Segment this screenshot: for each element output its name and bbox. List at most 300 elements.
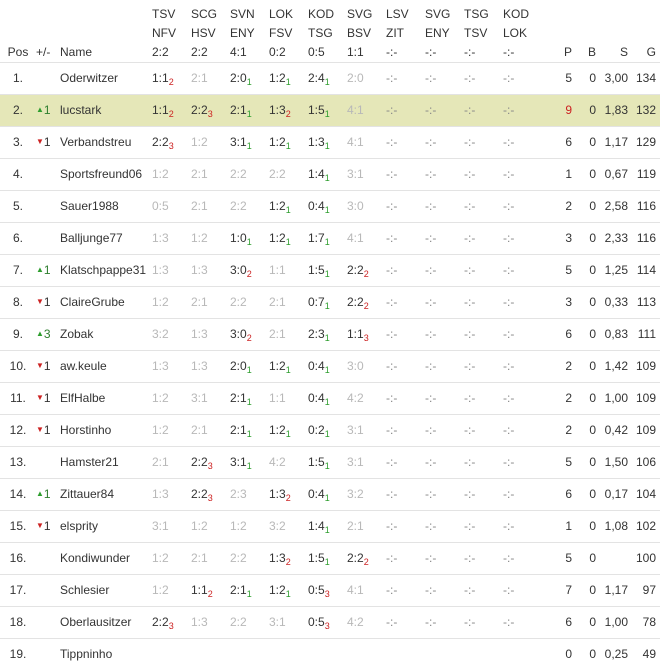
tip-points: 1 <box>324 237 330 247</box>
match-header-7[interactable]: LSV ZIT -:- <box>386 6 409 59</box>
tip-cell <box>152 94 191 126</box>
match-header-3[interactable]: SVN ENY 4:1 <box>230 6 255 59</box>
tip-cell <box>464 254 503 286</box>
tip-score: 1:1 <box>347 327 364 341</box>
tip-score: 3:1 <box>347 423 364 437</box>
tip-score: -:- <box>503 327 515 341</box>
row-change <box>36 318 60 350</box>
match-header-5[interactable]: KOD TSG 0:5 <box>308 6 335 59</box>
points-p: 2 <box>552 190 576 222</box>
player-name[interactable]: Zittauer84 <box>60 478 152 510</box>
tip-cell <box>503 62 552 94</box>
tip-cell <box>308 158 347 190</box>
tip-score: 2:2 <box>152 615 169 629</box>
tip-cell <box>152 638 191 670</box>
tip-score: -:- <box>425 71 437 85</box>
tip-cell <box>308 638 347 670</box>
table-row[interactable] <box>0 446 660 478</box>
tip-cell <box>464 414 503 446</box>
tip-cell <box>152 350 191 382</box>
tip-score: -:- <box>503 263 515 277</box>
tip-score: 1:5 <box>308 103 325 117</box>
points-s: 1,00 <box>600 382 632 414</box>
tip-cell <box>152 126 191 158</box>
points-p: 1 <box>552 510 576 542</box>
row-position: 7. <box>0 254 36 286</box>
tip-score: 1:3 <box>152 263 169 277</box>
col-name-header[interactable]: Name <box>60 44 93 59</box>
tip-cell <box>347 574 386 606</box>
tip-score: 3:0 <box>230 327 247 341</box>
points-s <box>600 542 632 574</box>
tip-points: 2 <box>207 589 213 599</box>
points-b: 0 <box>576 542 600 574</box>
col-p-header[interactable]: P <box>563 44 572 59</box>
tip-score: 1:2 <box>152 423 169 437</box>
tip-cell <box>230 350 269 382</box>
points-g: 102 <box>632 510 660 542</box>
tip-cell <box>425 286 464 318</box>
tip-points: 1 <box>324 397 330 407</box>
tip-points: 3 <box>324 589 330 599</box>
tip-points: 3 <box>207 493 213 503</box>
tip-cell <box>503 542 552 574</box>
player-name[interactable]: lucstark <box>60 94 152 126</box>
tip-cell <box>425 510 464 542</box>
tip-score: 3:1 <box>347 167 364 181</box>
player-name[interactable]: aw.keule <box>60 350 152 382</box>
tip-cell <box>425 478 464 510</box>
table-row[interactable] <box>0 62 660 94</box>
player-name[interactable]: Schlesier <box>60 574 152 606</box>
tip-score: 3:0 <box>230 263 247 277</box>
tip-points: 1 <box>246 461 252 471</box>
tip-cell <box>347 382 386 414</box>
tip-cell <box>386 478 425 510</box>
tip-score: -:- <box>425 359 437 373</box>
tip-cell <box>269 510 308 542</box>
tip-score: 0:4 <box>308 199 325 213</box>
row-position: 4. <box>0 158 36 190</box>
tip-cell <box>386 158 425 190</box>
tip-cell <box>269 382 308 414</box>
tip-score: -:- <box>464 615 476 629</box>
player-name[interactable]: Zobak <box>60 318 152 350</box>
tip-cell <box>464 478 503 510</box>
tip-cell <box>464 350 503 382</box>
tip-cell <box>347 158 386 190</box>
arrow-down-icon: ▼ <box>36 137 44 146</box>
tip-score: -:- <box>464 231 476 245</box>
tip-cell <box>152 254 191 286</box>
tip-score: 1:3 <box>191 359 208 373</box>
points-p: 5 <box>552 62 576 94</box>
tip-points: 1 <box>285 205 291 215</box>
tip-score: -:- <box>425 551 437 565</box>
tip-cell <box>464 542 503 574</box>
tip-cell <box>152 478 191 510</box>
tip-cell <box>347 446 386 478</box>
tip-score: -:- <box>386 423 398 437</box>
row-change <box>36 190 60 222</box>
table-row[interactable] <box>0 478 660 510</box>
table-row[interactable] <box>0 414 660 446</box>
points-s: 1,08 <box>600 510 632 542</box>
change-value: 1 <box>43 423 51 437</box>
tip-score: 2:2 <box>269 167 286 181</box>
tip-cell <box>425 62 464 94</box>
tip-cell <box>503 222 552 254</box>
table-row[interactable] <box>0 254 660 286</box>
tip-points: 3 <box>168 141 174 151</box>
tip-cell <box>503 478 552 510</box>
tip-score: -:- <box>425 583 437 597</box>
tip-score: 2:3 <box>230 487 247 501</box>
row-position: 2. <box>0 94 36 126</box>
arrow-down-icon: ▼ <box>36 361 44 370</box>
tip-points: 2 <box>285 109 291 119</box>
tip-score: 2:2 <box>230 295 247 309</box>
change-value: 1 <box>43 519 51 533</box>
tip-cell <box>503 318 552 350</box>
tip-score: 4:2 <box>347 615 364 629</box>
row-position: 11. <box>0 382 36 414</box>
table-row[interactable] <box>0 574 660 606</box>
tip-score: 2:2 <box>191 455 208 469</box>
tip-score: -:- <box>503 615 515 629</box>
change-value: 1 <box>43 103 51 117</box>
tip-cell <box>386 286 425 318</box>
col-pos-header[interactable]: Pos <box>7 44 29 59</box>
tip-score: -:- <box>503 71 515 85</box>
tip-cell <box>386 382 425 414</box>
tip-score: -:- <box>503 135 515 149</box>
tip-score: -:- <box>464 295 476 309</box>
tip-cell <box>347 222 386 254</box>
points-b: 0 <box>576 94 600 126</box>
row-change <box>36 414 60 446</box>
tip-score: -:- <box>503 391 515 405</box>
tip-score: -:- <box>425 231 437 245</box>
table-row[interactable] <box>0 510 660 542</box>
tip-score: -:- <box>503 487 515 501</box>
tip-points: 1 <box>246 429 252 439</box>
table-row[interactable] <box>0 318 660 350</box>
tip-cell <box>464 510 503 542</box>
player-name[interactable]: Klatschpappe31 <box>60 254 152 286</box>
points-b: 0 <box>576 446 600 478</box>
tip-cell <box>464 94 503 126</box>
tip-score: 1:1 <box>152 71 169 85</box>
match-header-4[interactable]: LOK FSV 0:2 <box>269 6 294 59</box>
points-g: 129 <box>632 126 660 158</box>
tip-score: -:- <box>464 103 476 117</box>
tip-points: 2 <box>168 109 174 119</box>
tip-cell <box>152 510 191 542</box>
tip-score: 2:1 <box>191 199 208 213</box>
tip-score: -:- <box>503 295 515 309</box>
tip-cell <box>386 254 425 286</box>
tip-cell <box>386 606 425 638</box>
col-g-header[interactable]: G <box>646 44 656 59</box>
tip-score: 2:1 <box>191 423 208 437</box>
tip-score: -:- <box>464 551 476 565</box>
tip-cell <box>269 414 308 446</box>
tip-cell <box>308 318 347 350</box>
row-change <box>36 286 60 318</box>
tip-score: 4:2 <box>269 455 286 469</box>
row-position: 9. <box>0 318 36 350</box>
tip-cell <box>269 254 308 286</box>
tip-score: -:- <box>464 199 476 213</box>
row-change <box>36 350 60 382</box>
points-p: 7 <box>552 574 576 606</box>
player-name[interactable]: Tippninho <box>60 638 152 670</box>
player-name[interactable]: Sauer1988 <box>60 190 152 222</box>
row-change <box>36 510 60 542</box>
tip-score: 2:1 <box>230 583 247 597</box>
tip-cell <box>269 286 308 318</box>
match-header-2[interactable]: SCG HSV 2:2 <box>191 6 218 59</box>
points-b: 0 <box>576 510 600 542</box>
table-row[interactable] <box>0 286 660 318</box>
tip-cell <box>152 62 191 94</box>
tip-cell <box>152 318 191 350</box>
player-name[interactable]: Hamster21 <box>60 446 152 478</box>
tip-cell <box>503 350 552 382</box>
tip-points: 2 <box>363 301 369 311</box>
tip-cell <box>386 222 425 254</box>
tip-score: 0:4 <box>308 359 325 373</box>
tip-cell <box>386 190 425 222</box>
tip-points: 3 <box>168 621 174 631</box>
tip-cell <box>308 62 347 94</box>
tip-cell <box>230 190 269 222</box>
points-b: 0 <box>576 414 600 446</box>
col-change-header[interactable]: +/- <box>36 44 51 59</box>
tip-score: 0:7 <box>308 295 325 309</box>
points-b: 0 <box>576 126 600 158</box>
table-row[interactable] <box>0 94 660 126</box>
tip-points: 1 <box>324 333 330 343</box>
tip-cell <box>230 574 269 606</box>
tip-cell <box>308 94 347 126</box>
points-s: 1,17 <box>600 126 632 158</box>
tip-score: 0:2 <box>308 423 325 437</box>
tip-score: -:- <box>464 519 476 533</box>
points-s: 1,50 <box>600 446 632 478</box>
row-position: 3. <box>0 126 36 158</box>
tip-cell <box>308 414 347 446</box>
tip-cell <box>503 510 552 542</box>
tip-points: 1 <box>246 365 252 375</box>
tip-score: -:- <box>386 615 398 629</box>
table-row[interactable] <box>0 542 660 574</box>
tip-score: -:- <box>503 551 515 565</box>
tip-cell <box>464 158 503 190</box>
tip-score: -:- <box>386 135 398 149</box>
tip-score: 0:5 <box>152 199 169 213</box>
tip-cell <box>464 222 503 254</box>
tip-score: -:- <box>464 487 476 501</box>
tip-cell <box>464 446 503 478</box>
tip-cell <box>503 414 552 446</box>
tip-score: -:- <box>386 199 398 213</box>
points-b: 0 <box>576 606 600 638</box>
tip-score: 1:3 <box>152 231 169 245</box>
tip-score: -:- <box>386 231 398 245</box>
tip-score: -:- <box>386 295 398 309</box>
tip-points: 2 <box>246 269 252 279</box>
player-name[interactable]: Oberlausitzer <box>60 606 152 638</box>
tip-score: 1:2 <box>269 423 286 437</box>
tip-cell <box>386 94 425 126</box>
tip-score: -:- <box>386 103 398 117</box>
table-row[interactable] <box>0 126 660 158</box>
tip-score: 1:1 <box>269 391 286 405</box>
tip-points: 1 <box>324 141 330 151</box>
table-row[interactable] <box>0 638 660 670</box>
tip-score: 1:2 <box>269 135 286 149</box>
tip-cell <box>269 158 308 190</box>
tip-score: 1:3 <box>152 359 169 373</box>
tip-cell <box>308 286 347 318</box>
tip-cell <box>503 94 552 126</box>
points-b: 0 <box>576 62 600 94</box>
tip-score: 0:4 <box>308 391 325 405</box>
tip-score: -:- <box>425 391 437 405</box>
points-b: 0 <box>576 222 600 254</box>
tip-cell <box>503 606 552 638</box>
tip-cell <box>386 414 425 446</box>
tip-cell <box>464 382 503 414</box>
points-g: 109 <box>632 414 660 446</box>
tip-points: 1 <box>285 141 291 151</box>
player-name[interactable]: Kondiwunder <box>60 542 152 574</box>
table-row[interactable] <box>0 382 660 414</box>
change-value: 3 <box>43 327 51 341</box>
tip-score: 1:3 <box>191 263 208 277</box>
tip-score: -:- <box>503 199 515 213</box>
tip-score: 3:1 <box>152 519 169 533</box>
player-name[interactable]: Oderwitzer <box>60 62 152 94</box>
tip-cell <box>386 638 425 670</box>
tip-score: -:- <box>503 423 515 437</box>
table-row[interactable] <box>0 158 660 190</box>
tip-cell <box>191 190 230 222</box>
player-name[interactable]: Sportsfreund06 <box>60 158 152 190</box>
match-header-6[interactable]: SVG BSV 1:1 <box>347 6 373 59</box>
tip-score: 1:4 <box>308 167 325 181</box>
table-row[interactable] <box>0 606 660 638</box>
points-g: 114 <box>632 254 660 286</box>
tip-cell <box>308 542 347 574</box>
match-header-1[interactable]: TSV NFV 2:2 <box>152 6 176 59</box>
tip-score: 2:2 <box>347 263 364 277</box>
player-name[interactable]: elsprity <box>60 510 152 542</box>
tip-score: 3:1 <box>230 135 247 149</box>
tip-cell <box>230 158 269 190</box>
tip-score: 3:0 <box>347 359 364 373</box>
points-b: 0 <box>576 286 600 318</box>
points-s: 0,67 <box>600 158 632 190</box>
tip-score: 4:1 <box>347 135 364 149</box>
player-name[interactable]: Balljunge77 <box>60 222 152 254</box>
tip-points: 1 <box>324 365 330 375</box>
col-s-header[interactable]: S <box>619 44 628 59</box>
tip-cell <box>269 542 308 574</box>
tip-cell <box>191 478 230 510</box>
points-s: 3,00 <box>600 62 632 94</box>
tip-score: 2:1 <box>230 103 247 117</box>
tip-cell <box>191 414 230 446</box>
points-b: 0 <box>576 190 600 222</box>
change-value: 1 <box>43 135 51 149</box>
table-row[interactable] <box>0 190 660 222</box>
tip-cell <box>269 350 308 382</box>
tip-points: 1 <box>324 109 330 119</box>
match-header-10[interactable]: KOD LOK -:- <box>503 6 530 59</box>
tip-score: -:- <box>425 327 437 341</box>
points-b: 0 <box>576 254 600 286</box>
row-position: 13. <box>0 446 36 478</box>
table-row[interactable] <box>0 350 660 382</box>
tip-cell <box>152 574 191 606</box>
tip-cell <box>464 62 503 94</box>
tip-cell <box>230 62 269 94</box>
tip-score: -:- <box>425 135 437 149</box>
tip-score: 1:3 <box>269 551 286 565</box>
points-s: 0,25 <box>600 638 632 670</box>
match-header-9[interactable]: TSG TSV -:- <box>464 6 489 59</box>
tip-cell <box>191 94 230 126</box>
player-name[interactable]: Horstinho <box>60 414 152 446</box>
points-b: 0 <box>576 638 600 670</box>
player-name[interactable]: Verbandstreu <box>60 126 152 158</box>
tip-cell <box>230 638 269 670</box>
tip-score: 1:5 <box>308 455 325 469</box>
tip-cell <box>425 606 464 638</box>
tip-cell <box>308 222 347 254</box>
tip-score: 2:2 <box>191 103 208 117</box>
points-p: 5 <box>552 446 576 478</box>
tip-cell <box>464 190 503 222</box>
tip-cell <box>425 126 464 158</box>
tip-score: -:- <box>503 103 515 117</box>
match-header-8[interactable]: SVG ENY -:- <box>425 6 451 59</box>
tip-score: -:- <box>425 423 437 437</box>
points-s: 0,33 <box>600 286 632 318</box>
tip-points: 1 <box>285 589 291 599</box>
tip-cell <box>191 446 230 478</box>
row-position: 12. <box>0 414 36 446</box>
player-name[interactable]: ClaireGrube <box>60 286 152 318</box>
tip-cell <box>308 190 347 222</box>
player-name[interactable]: ElfHalbe <box>60 382 152 414</box>
tip-cell <box>425 542 464 574</box>
tip-score: 2:0 <box>230 71 247 85</box>
tip-score: -:- <box>464 391 476 405</box>
table-row[interactable] <box>0 222 660 254</box>
tip-cell <box>464 574 503 606</box>
col-b-header[interactable]: B <box>587 44 596 59</box>
tip-cell <box>347 254 386 286</box>
tip-cell <box>503 126 552 158</box>
points-b: 0 <box>576 478 600 510</box>
tip-cell <box>152 606 191 638</box>
points-s: 0,83 <box>600 318 632 350</box>
tip-score: 4:2 <box>347 391 364 405</box>
